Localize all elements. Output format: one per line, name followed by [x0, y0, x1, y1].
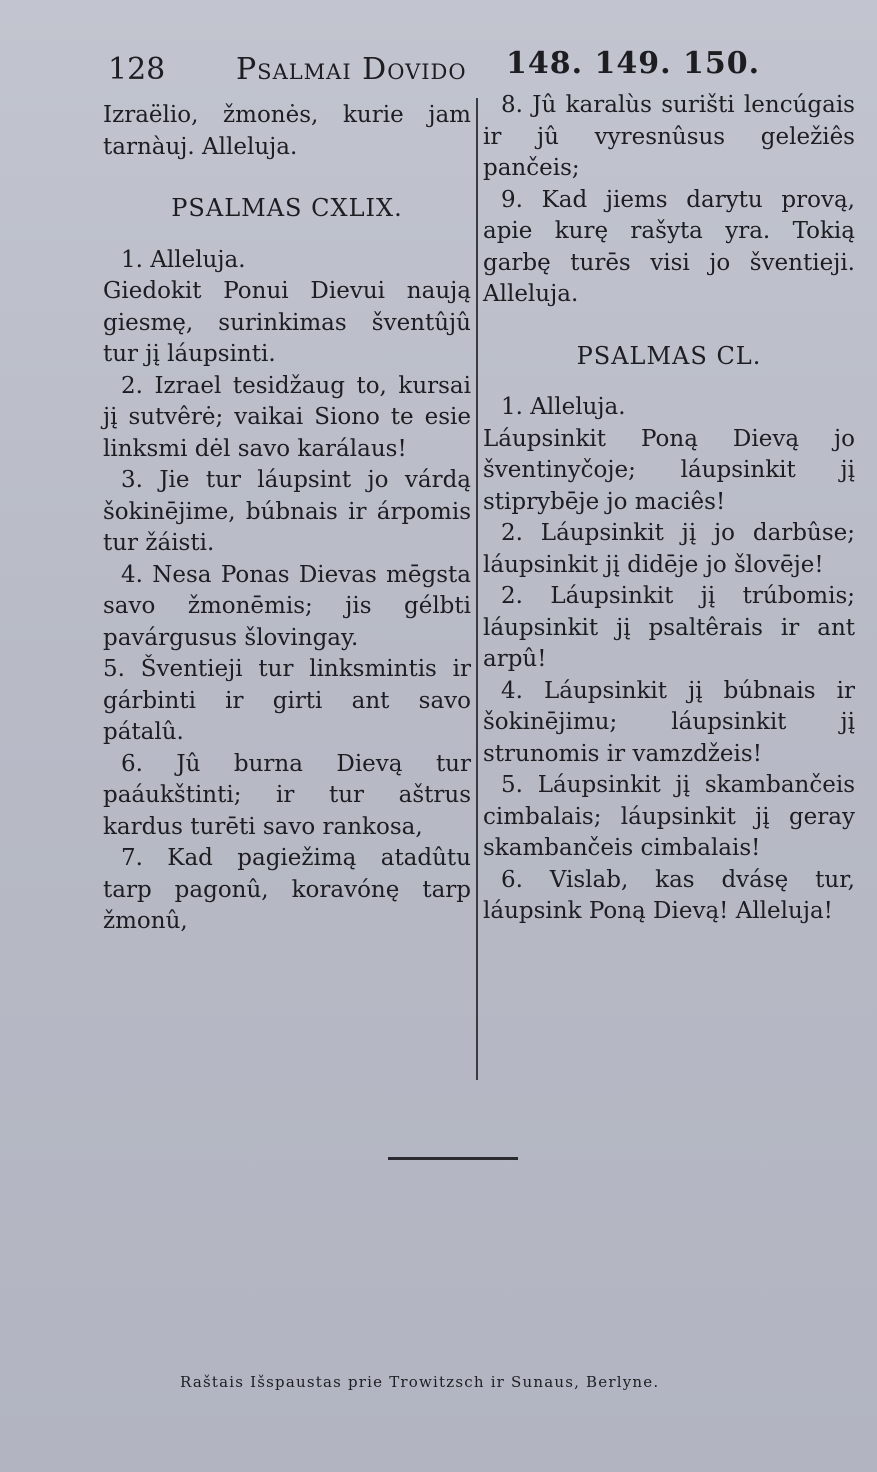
verse: 2. Izrael tesidžaug to, kursai jį sutvêrė; vaikai Siono te esie linksmi dėl savo karálaus!	[103, 372, 471, 462]
verse: 1. Alleluja.	[501, 394, 626, 420]
verse: 6. Vislab, kas dvásę tur, láupsink Poną Dievą! Alleluja!	[483, 866, 855, 924]
verse: 9. Kad jiems darytu provą, apie kurę rašyta yra. Tokią garbę turēs visi jo šventieji. Alleluja.	[483, 186, 855, 307]
running-title: Psalmai Dovido	[236, 52, 467, 87]
verse: 1. Alleluja.	[121, 246, 246, 273]
right-column	[483, 90, 855, 928]
verse: Láupsinkit Poną Dievą jo šventinyčoje; láupsinkit jį stiprybēje jo maciês!	[483, 425, 855, 515]
verse: 3. Jie tur láupsint jo várdą šokinējime, búbnais ir árpomis tur žáisti.	[103, 467, 471, 556]
verse: 8. Jû karalùs surišti lencúgais ir jû vyresnûsus geležiês pančeis;	[483, 92, 855, 181]
verse: 2. Láupsinkit jį trúbomis; láupsinkit jį psaltêrais ir ant arpû!	[483, 583, 855, 672]
psalm-149-heading: PSALMAS CXLIX.	[171, 194, 403, 222]
verse: 5. Šventieji tur linksmintis ir gárbinti ir girti ant savo pátalû.	[103, 656, 471, 745]
end-rule	[388, 1157, 518, 1160]
verse: 6. Jû burna Dievą tur paáukštinti; ir tur aštrus kardus turēti savo rankosa,	[103, 750, 471, 840]
psalm-150-heading: PSALMAS CL.	[576, 341, 762, 370]
verse: Giedokit Ponui Dievui naują giesmę, surinkimas šventûjû tur jį láupsinti.	[103, 278, 471, 367]
verse: 5. Láupsinkit jį skambančeis cimbalais; láupsinkit jį geray skambančeis cimbalais!	[483, 772, 855, 861]
printer-imprint: Raštais Išspaustas prie Trowitzsch ir Sunaus, Berlyne.	[180, 1373, 660, 1391]
verse: 2. Láupsinkit jį jo darbûse; láupsinkit jį didēje jo šlovēje!	[483, 520, 855, 578]
column-divider	[476, 98, 478, 1080]
verse: 7. Kad pagiežimą atadûtu tarp pagonû, koravónę tarp žmonû,	[103, 845, 471, 934]
psalm-numbers: 148. 149. 150.	[506, 46, 761, 81]
left-column	[103, 100, 471, 938]
continuation-text: Izraëlio, žmonės, kurie jam tarnàuj. Alleluja.	[103, 102, 471, 160]
page-number: 128	[108, 52, 166, 87]
verse: 4. Láupsinkit jį búbnais ir šokinējimu; láupsinkit jį strunomis ir vamzdžeis!	[483, 677, 855, 767]
verse: 4. Nesa Ponas Dievas mēgsta savo žmonēmis; jis gélbti pavárgusus šlovingay.	[103, 561, 471, 651]
